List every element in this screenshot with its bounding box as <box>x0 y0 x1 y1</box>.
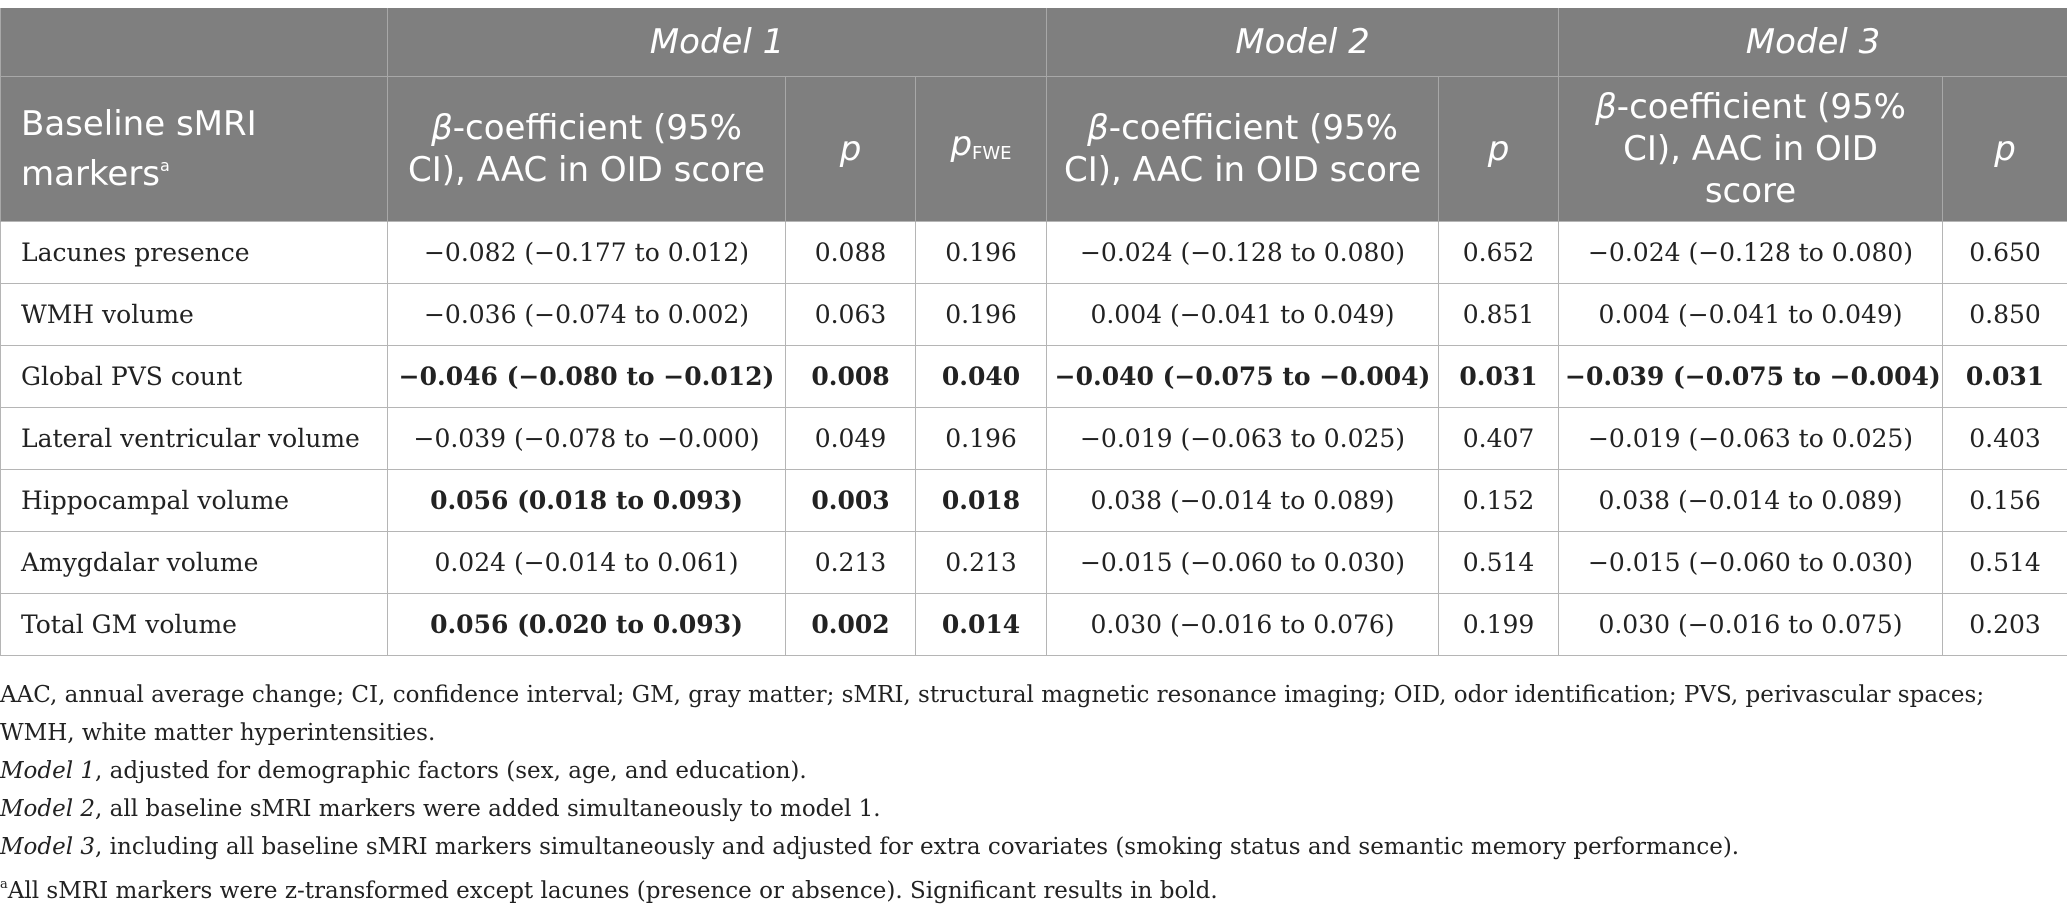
m3-p-cell: 0.514 <box>1943 532 2067 594</box>
abbreviations-note: AAC, annual average change; CI, confidence interval; GM, gray matter; sMRI, structural magnetic resonance imaging; OID, odor identification; PVS, perivascular spaces; WMH, white matter hyperintensities. <box>0 676 2060 752</box>
marker-name-cell: Total GM volume <box>1 594 388 656</box>
m1-pfwe-cell: 0.196 <box>916 408 1047 470</box>
m1-pfwe-cell: 0.040 <box>916 346 1047 408</box>
m1-pfwe-cell: 0.196 <box>916 222 1047 284</box>
footnote-a <box>0 866 2060 910</box>
footnote-a-text: All sMRI markers were z-transformed except lacunes (presence or absence). Significant results in bold. <box>8 878 1218 904</box>
m3-beta-cell: −0.039 (−0.075 to −0.004) <box>1559 346 1943 408</box>
m3-p-cell: 0.031 <box>1943 346 2067 408</box>
m1-beta-cell: −0.039 (−0.078 to −0.000) <box>388 408 786 470</box>
model-3-note-label: Model 3 <box>0 834 95 860</box>
model-3-note <box>0 828 2060 866</box>
marker-column-label: Baseline sMRI markers <box>21 104 257 194</box>
m1-beta-header <box>388 77 786 222</box>
m1-pfwe-cell: 0.213 <box>916 532 1047 594</box>
m2-p-cell: 0.514 <box>1439 532 1559 594</box>
m3-beta-cell: 0.038 (−0.014 to 0.089) <box>1559 470 1943 532</box>
m2-beta-cell: 0.038 (−0.014 to 0.089) <box>1047 470 1439 532</box>
marker-name-cell: Lateral ventricular volume <box>1 408 388 470</box>
m1-p-cell: 0.063 <box>786 284 916 346</box>
m3-beta-cell: −0.015 (−0.060 to 0.030) <box>1559 532 1943 594</box>
model-2-note-label: Model 2 <box>0 796 95 822</box>
model-1-header: Model 1 <box>388 8 1047 77</box>
m1-pfwe-cell: 0.196 <box>916 284 1047 346</box>
results-table <box>0 8 2067 656</box>
beta-symbol: β <box>1087 108 1109 148</box>
m1-beta-cell: −0.036 (−0.074 to 0.002) <box>388 284 786 346</box>
m2-beta-cell: −0.040 (−0.075 to −0.004) <box>1047 346 1439 408</box>
m2-p-cell: 0.152 <box>1439 470 1559 532</box>
m1-beta-cell: 0.056 (0.018 to 0.093) <box>388 470 786 532</box>
m3-beta-cell: −0.024 (−0.128 to 0.080) <box>1559 222 1943 284</box>
m2-beta-cell: 0.030 (−0.016 to 0.076) <box>1047 594 1439 656</box>
table-footnotes <box>0 676 2060 910</box>
marker-column-header <box>1 77 388 222</box>
results-table-container <box>0 8 2067 656</box>
p-label: p <box>840 129 862 169</box>
model-1-note <box>0 752 2060 790</box>
m3-beta-cell: 0.004 (−0.041 to 0.049) <box>1559 284 1943 346</box>
table-row <box>1 346 2067 408</box>
m2-beta-cell: −0.019 (−0.063 to 0.025) <box>1047 408 1439 470</box>
m3-p-cell: 0.650 <box>1943 222 2067 284</box>
m3-p-cell: 0.850 <box>1943 284 2067 346</box>
table-row <box>1 532 2067 594</box>
model-3-note-text: , including all baseline sMRI markers simultaneously and adjusted for extra covariates (smoking status and semantic memory performance). <box>95 834 1739 860</box>
empty-corner-cell <box>1 8 388 77</box>
beta-label: -coefficient (95% CI), AAC in OID score <box>1064 108 1421 190</box>
m1-p-cell: 0.213 <box>786 532 916 594</box>
beta-symbol: β <box>431 108 453 148</box>
m3-beta-cell: 0.030 (−0.016 to 0.075) <box>1559 594 1943 656</box>
table-row <box>1 594 2067 656</box>
m1-beta-cell: −0.046 (−0.080 to −0.012) <box>388 346 786 408</box>
model-1-note-text: , adjusted for demographic factors (sex, age, and education). <box>95 758 807 784</box>
m2-beta-header <box>1047 77 1439 222</box>
model-1-note-label: Model 1 <box>0 758 95 784</box>
m1-p-cell: 0.008 <box>786 346 916 408</box>
model-2-note-text: , all baseline sMRI markers were added simultaneously to model 1. <box>95 796 881 822</box>
m1-p-cell: 0.002 <box>786 594 916 656</box>
m3-beta-cell: −0.019 (−0.063 to 0.025) <box>1559 408 1943 470</box>
model-2-header: Model 2 <box>1047 8 1559 77</box>
pfwe-subscript: FWE <box>972 143 1012 164</box>
table-row <box>1 470 2067 532</box>
model-2-note <box>0 790 2060 828</box>
m1-p-cell: 0.049 <box>786 408 916 470</box>
beta-symbol: β <box>1595 87 1617 127</box>
beta-label: -coefficient (95% CI), AAC in OID score <box>408 108 765 190</box>
m2-p-cell: 0.407 <box>1439 408 1559 470</box>
marker-name-cell: WMH volume <box>1 284 388 346</box>
marker-name-cell: Hippocampal volume <box>1 470 388 532</box>
table-row <box>1 222 2067 284</box>
p-label: p <box>1994 129 2016 169</box>
m3-p-cell: 0.403 <box>1943 408 2067 470</box>
beta-label: -coefficient (95% CI), AAC in OID score <box>1617 87 1906 211</box>
marker-name-cell: Amygdalar volume <box>1 532 388 594</box>
m2-beta-cell: −0.015 (−0.060 to 0.030) <box>1047 532 1439 594</box>
m2-p-header <box>1439 77 1559 222</box>
m2-beta-cell: 0.004 (−0.041 to 0.049) <box>1047 284 1439 346</box>
m2-p-cell: 0.031 <box>1439 346 1559 408</box>
m2-p-cell: 0.199 <box>1439 594 1559 656</box>
m1-p-header <box>786 77 916 222</box>
marker-name-cell: Lacunes presence <box>1 222 388 284</box>
m1-pfwe-cell: 0.018 <box>916 470 1047 532</box>
m3-p-cell: 0.156 <box>1943 470 2067 532</box>
table-row <box>1 408 2067 470</box>
m1-beta-cell: 0.024 (−0.014 to 0.061) <box>388 532 786 594</box>
m2-p-cell: 0.652 <box>1439 222 1559 284</box>
marker-name-cell: Global PVS count <box>1 346 388 408</box>
m1-beta-cell: 0.056 (0.020 to 0.093) <box>388 594 786 656</box>
m1-p-cell: 0.088 <box>786 222 916 284</box>
marker-footnote-mark: a <box>160 156 170 175</box>
table-row <box>1 284 2067 346</box>
m2-p-cell: 0.851 <box>1439 284 1559 346</box>
m1-beta-cell: −0.082 (−0.177 to 0.012) <box>388 222 786 284</box>
m3-p-header <box>1943 77 2067 222</box>
model-3-header: Model 3 <box>1559 8 2067 77</box>
m1-p-cell: 0.003 <box>786 470 916 532</box>
model-header-row <box>1 8 2067 77</box>
pfwe-label: p <box>950 124 972 164</box>
footnote-a-mark: a <box>0 877 8 892</box>
column-header-row <box>1 77 2067 222</box>
m1-pfwe-header <box>916 77 1047 222</box>
p-label: p <box>1488 129 1510 169</box>
m1-pfwe-cell: 0.014 <box>916 594 1047 656</box>
m2-beta-cell: −0.024 (−0.128 to 0.080) <box>1047 222 1439 284</box>
m3-beta-header <box>1559 77 1943 222</box>
m3-p-cell: 0.203 <box>1943 594 2067 656</box>
